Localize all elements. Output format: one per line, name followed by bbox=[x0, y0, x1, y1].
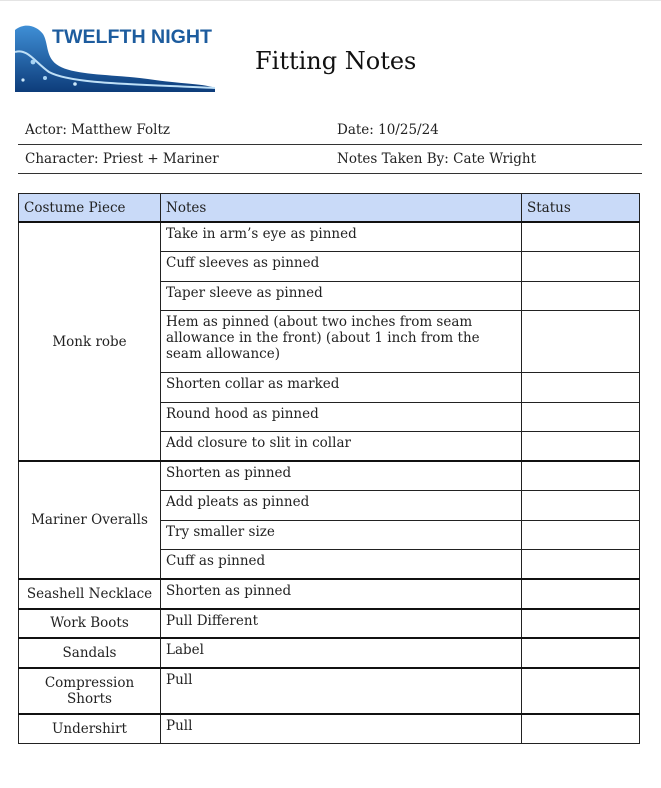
note-cell: Shorten as pinned bbox=[161, 579, 522, 609]
note-cell: Add pleats as pinned bbox=[161, 491, 522, 521]
note-cell: Take in arm’s eye as pinned bbox=[161, 222, 522, 252]
status-cell[interactable] bbox=[522, 520, 640, 550]
table-row bbox=[19, 222, 640, 252]
logo-subtitle: or what you will bbox=[114, 54, 189, 76]
table-group bbox=[19, 668, 640, 714]
info-row-character-notes bbox=[18, 145, 642, 174]
table-group bbox=[19, 638, 640, 668]
table-row bbox=[19, 461, 640, 491]
status-cell[interactable] bbox=[522, 491, 640, 521]
note-cell: Pull Different bbox=[161, 609, 522, 639]
table-header-row bbox=[19, 194, 640, 223]
info-row-actor-date bbox=[18, 116, 642, 145]
note-cell: Cuff sleeves as pinned bbox=[161, 252, 522, 282]
character-field: Character: Priest + Mariner bbox=[25, 151, 219, 167]
status-cell[interactable] bbox=[522, 714, 640, 744]
costume-piece-cell: Work Boots bbox=[19, 609, 161, 639]
table-group bbox=[19, 609, 640, 639]
table-row bbox=[19, 609, 640, 639]
status-cell[interactable] bbox=[522, 402, 640, 432]
status-cell[interactable] bbox=[522, 373, 640, 403]
table-group bbox=[19, 461, 640, 579]
table-group bbox=[19, 714, 640, 744]
note-cell: Try smaller size bbox=[161, 520, 522, 550]
fitting-notes-table bbox=[18, 193, 640, 744]
costume-piece-cell: Sandals bbox=[19, 638, 161, 668]
status-cell[interactable] bbox=[522, 222, 640, 252]
twelfth-night-logo bbox=[15, 22, 215, 92]
status-cell[interactable] bbox=[522, 668, 640, 714]
costume-piece-cell: Monk robe bbox=[19, 222, 161, 461]
status-cell[interactable] bbox=[522, 609, 640, 639]
notes-taken-by-field: Notes Taken By: Cate Wright bbox=[337, 151, 537, 167]
status-cell[interactable] bbox=[522, 638, 640, 668]
page-title: Fitting Notes bbox=[255, 47, 417, 75]
note-cell: Cuff as pinned bbox=[161, 550, 522, 580]
status-cell[interactable] bbox=[522, 579, 640, 609]
status-cell[interactable] bbox=[522, 311, 640, 373]
column-header-status: Status bbox=[522, 194, 640, 223]
costume-piece-cell: Undershirt bbox=[19, 714, 161, 744]
table-group bbox=[19, 579, 640, 609]
actor-field: Actor: Matthew Foltz bbox=[25, 122, 171, 138]
costume-piece-cell: Compression Shorts bbox=[19, 668, 161, 714]
status-cell[interactable] bbox=[522, 252, 640, 282]
status-cell[interactable] bbox=[522, 461, 640, 491]
column-header-notes: Notes bbox=[161, 194, 522, 223]
status-cell[interactable] bbox=[522, 281, 640, 311]
note-cell: Shorten as pinned bbox=[161, 461, 522, 491]
table-row bbox=[19, 638, 640, 668]
costume-piece-cell: Seashell Necklace bbox=[19, 579, 161, 609]
column-header-costume-piece: Costume Piece bbox=[19, 194, 161, 223]
note-cell: Shorten collar as marked bbox=[161, 373, 522, 403]
note-cell: Add closure to slit in collar bbox=[161, 432, 522, 462]
note-cell: Pull bbox=[161, 714, 522, 744]
note-cell: Round hood as pinned bbox=[161, 402, 522, 432]
note-cell: Hem as pinned (about two inches from seam allowance in the front) (about 1 inch from the seam allowance) bbox=[161, 311, 522, 373]
status-cell[interactable] bbox=[522, 550, 640, 580]
costume-piece-cell: Mariner Overalls bbox=[19, 461, 161, 579]
logo-title: TWELFTH NIGHT bbox=[52, 27, 213, 48]
date-field: Date: 10/25/24 bbox=[337, 122, 439, 138]
note-cell: Label bbox=[161, 638, 522, 668]
table-row bbox=[19, 714, 640, 744]
note-cell: Pull bbox=[161, 668, 522, 714]
status-cell[interactable] bbox=[522, 432, 640, 462]
top-divider bbox=[0, 0, 661, 1]
table-row bbox=[19, 579, 640, 609]
table-group bbox=[19, 222, 640, 461]
note-cell: Taper sleeve as pinned bbox=[161, 281, 522, 311]
table-row bbox=[19, 668, 640, 714]
